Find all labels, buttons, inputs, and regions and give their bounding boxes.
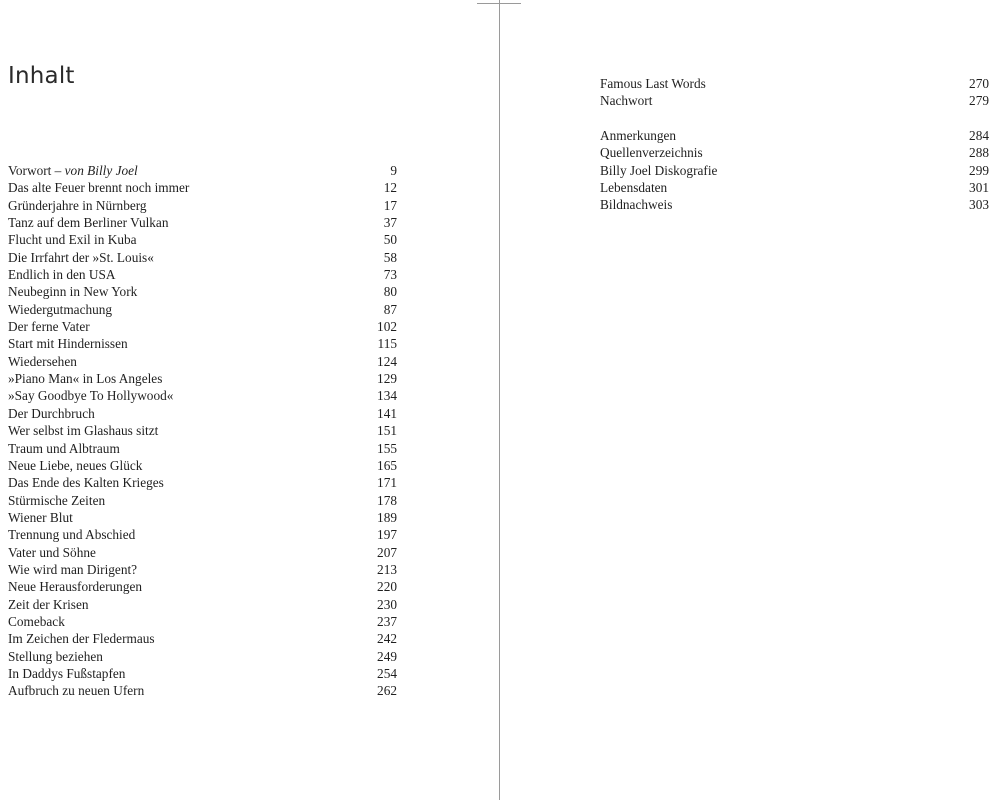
toc-entry[interactable] bbox=[8, 544, 397, 561]
toc-entry-page: 279 bbox=[969, 93, 989, 109]
toc-entry[interactable] bbox=[8, 596, 397, 613]
toc-entry-title: Zeit der Krisen bbox=[8, 596, 89, 612]
toc-entry[interactable] bbox=[8, 526, 397, 543]
toc-entry-title: Traum und Albtraum bbox=[8, 440, 120, 456]
toc-left-column bbox=[8, 162, 397, 700]
toc-entry-title: Die Irrfahrt der »St. Louis« bbox=[8, 249, 154, 265]
toc-entry-page: 9 bbox=[390, 163, 397, 178]
toc-entry[interactable] bbox=[8, 266, 397, 283]
toc-entry-page: 73 bbox=[383, 267, 397, 283]
toc-entry-title: In Daddys Fußstapfen bbox=[8, 665, 126, 681]
toc-entry-page: 37 bbox=[383, 215, 397, 231]
toc-entry-page: 288 bbox=[969, 145, 989, 161]
toc-entry[interactable] bbox=[8, 301, 397, 318]
toc-entry-page: 242 bbox=[377, 631, 397, 647]
toc-entry-title: Vater und Söhne bbox=[8, 544, 96, 560]
toc-entry-page: 220 bbox=[377, 579, 397, 595]
toc-entry[interactable] bbox=[8, 387, 397, 404]
foreword-label: Vorwort – bbox=[8, 163, 65, 178]
toc-entry-page: 17 bbox=[383, 197, 397, 213]
toc-entry-title: Wiedergutmachung bbox=[8, 301, 113, 317]
toc-entry-page: 207 bbox=[377, 544, 397, 560]
toc-entry-page: 124 bbox=[377, 353, 397, 369]
toc-entry-title: Famous Last Words bbox=[600, 76, 706, 91]
toc-entry-page: 171 bbox=[377, 475, 397, 491]
toc-entry-title: Quellenverzeichnis bbox=[600, 145, 703, 161]
toc-entry-title: Das Ende des Kalten Krieges bbox=[8, 475, 164, 491]
toc-entry-page: 102 bbox=[377, 319, 397, 335]
toc-entry[interactable] bbox=[8, 214, 397, 231]
toc-entry-page: 12 bbox=[383, 180, 397, 196]
toc-entry-title: Bildnachweis bbox=[600, 197, 673, 213]
toc-entry[interactable] bbox=[8, 318, 397, 335]
crop-mark bbox=[477, 3, 521, 4]
toc-entry-title: Anmerkungen bbox=[600, 128, 677, 144]
toc-entry-page: 87 bbox=[383, 301, 397, 317]
toc-entry-title: Neue Liebe, neues Glück bbox=[8, 457, 143, 473]
toc-entry[interactable] bbox=[600, 179, 989, 196]
toc-entry[interactable] bbox=[8, 422, 397, 439]
toc-entry-page: 155 bbox=[377, 440, 397, 456]
toc-entry-page: 151 bbox=[377, 423, 397, 439]
toc-entry-title bbox=[8, 162, 138, 179]
toc-entry[interactable] bbox=[8, 474, 397, 491]
toc-entry[interactable] bbox=[8, 440, 397, 457]
toc-entry[interactable] bbox=[8, 578, 397, 595]
page-title: Inhalt bbox=[8, 63, 75, 89]
toc-entry[interactable] bbox=[8, 613, 397, 630]
toc-entry-page: 301 bbox=[969, 180, 989, 196]
toc-right-column bbox=[600, 75, 989, 214]
toc-entry[interactable] bbox=[8, 231, 397, 248]
toc-entry-title: Das alte Feuer brennt noch immer bbox=[8, 180, 190, 196]
toc-entry-page: 270 bbox=[969, 76, 989, 91]
toc-entry[interactable] bbox=[8, 492, 397, 509]
toc-entry-title: Endlich in den USA bbox=[8, 267, 116, 283]
foreword-author: von Billy Joel bbox=[64, 163, 138, 178]
toc-entry[interactable] bbox=[8, 249, 397, 266]
toc-entry[interactable] bbox=[8, 370, 397, 387]
toc-entry-title: Trennung und Abschied bbox=[8, 527, 136, 543]
toc-entry-title: Wer selbst im Glashaus sitzt bbox=[8, 423, 159, 439]
toc-entry-title: Comeback bbox=[8, 613, 65, 629]
toc-entry-page: 129 bbox=[377, 371, 397, 387]
toc-entry-page: 303 bbox=[969, 197, 989, 213]
toc-entry[interactable] bbox=[8, 353, 397, 370]
toc-entry-title: Wiener Blut bbox=[8, 509, 73, 525]
toc-entry-page: 299 bbox=[969, 162, 989, 178]
toc-entry-title: »Piano Man« in Los Angeles bbox=[8, 371, 163, 387]
toc-entry-page: 165 bbox=[377, 457, 397, 473]
toc-entry-title: Start mit Hindernissen bbox=[8, 336, 128, 352]
toc-entry-title: Tanz auf dem Berliner Vulkan bbox=[8, 215, 169, 231]
toc-entry-page: 254 bbox=[377, 665, 397, 681]
toc-entry-page: 178 bbox=[377, 492, 397, 508]
toc-entry[interactable] bbox=[8, 405, 397, 422]
toc-entry-title: Stellung beziehen bbox=[8, 648, 103, 664]
toc-entry-title: Im Zeichen der Fledermaus bbox=[8, 631, 155, 647]
toc-entry-page: 58 bbox=[383, 249, 397, 265]
toc-entry-title: Nachwort bbox=[600, 93, 653, 109]
toc-entry-title: Der Durchbruch bbox=[8, 405, 95, 421]
toc-entry[interactable] bbox=[600, 92, 989, 109]
toc-entry-page: 115 bbox=[377, 336, 397, 352]
toc-entry-title: Neubeginn in New York bbox=[8, 284, 138, 300]
toc-entry-page: 189 bbox=[377, 509, 397, 525]
toc-entry-page: 50 bbox=[383, 232, 397, 248]
toc-entry-title: Stürmische Zeiten bbox=[8, 492, 106, 508]
toc-entry[interactable] bbox=[8, 648, 397, 665]
toc-entry-title: Lebensdaten bbox=[600, 180, 668, 196]
toc-entry[interactable] bbox=[8, 179, 397, 196]
toc-entry-page: 141 bbox=[377, 405, 397, 421]
toc-entry[interactable] bbox=[8, 509, 397, 526]
toc-entry-page: 230 bbox=[377, 596, 397, 612]
toc-entry-foreword[interactable] bbox=[8, 162, 397, 179]
toc-entry-page: 237 bbox=[377, 613, 397, 629]
toc-entry[interactable] bbox=[8, 197, 397, 214]
toc-entry-title: Aufbruch zu neuen Ufern bbox=[8, 683, 145, 699]
toc-entry[interactable] bbox=[600, 196, 989, 213]
toc-entry[interactable] bbox=[8, 682, 397, 699]
toc-entry[interactable] bbox=[600, 144, 989, 161]
toc-entry[interactable] bbox=[8, 665, 397, 682]
toc-entry[interactable] bbox=[8, 283, 397, 300]
toc-entry[interactable] bbox=[600, 75, 989, 92]
toc-entry-page: 213 bbox=[377, 561, 397, 577]
toc-entry[interactable] bbox=[8, 457, 397, 474]
toc-entry-page: 262 bbox=[377, 683, 397, 699]
toc-entry-title: Der ferne Vater bbox=[8, 319, 90, 335]
toc-entry[interactable] bbox=[600, 162, 989, 179]
toc-entry-page: 134 bbox=[377, 388, 397, 404]
toc-entry-title: »Say Goodbye To Hollywood« bbox=[8, 388, 174, 404]
toc-entry-title: Flucht und Exil in Kuba bbox=[8, 232, 137, 248]
toc-entry-title: Gründerjahre in Nürnberg bbox=[8, 197, 147, 213]
toc-entry-page: 284 bbox=[969, 128, 989, 144]
toc-entry[interactable] bbox=[8, 561, 397, 578]
toc-entry-page: 249 bbox=[377, 648, 397, 664]
toc-entry[interactable] bbox=[8, 335, 397, 352]
toc-entry-page: 80 bbox=[383, 284, 397, 300]
toc-entry[interactable] bbox=[8, 630, 397, 647]
toc-entry[interactable] bbox=[600, 127, 989, 144]
toc-entry-page: 197 bbox=[377, 527, 397, 543]
toc-entry-title: Neue Herausforderungen bbox=[8, 579, 143, 595]
page-gutter bbox=[499, 0, 500, 800]
toc-entry-title: Wiedersehen bbox=[8, 353, 77, 369]
toc-entry-title: Wie wird man Dirigent? bbox=[8, 561, 138, 577]
toc-entry-title: Billy Joel Diskografie bbox=[600, 162, 718, 178]
toc-group-spacer bbox=[600, 110, 989, 127]
